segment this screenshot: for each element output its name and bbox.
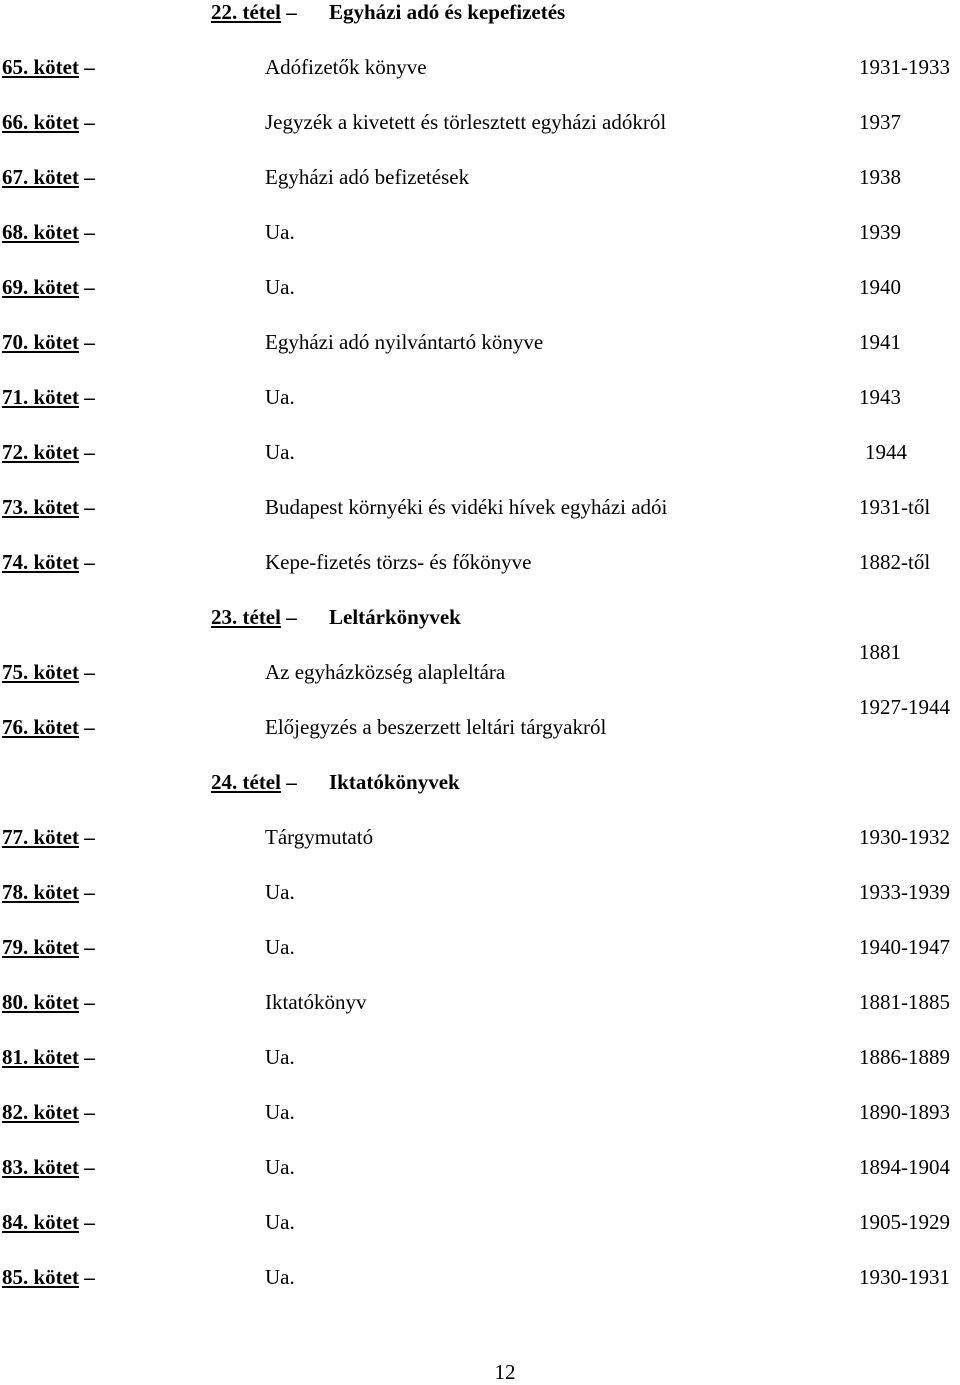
volume-title: Tárgymutató bbox=[265, 825, 374, 849]
volume-number: 74. kötet – bbox=[2, 550, 95, 574]
section-heading-23 bbox=[0, 607, 960, 637]
volume-number: 65. kötet – bbox=[2, 55, 95, 79]
list-item bbox=[0, 827, 960, 857]
volume-date: 1881-1885 bbox=[859, 990, 950, 1014]
list-item bbox=[0, 695, 960, 747]
volume-date: 1894-1904 bbox=[859, 1155, 950, 1179]
section-title: Iktatókönyvek bbox=[329, 770, 460, 794]
volume-date: 1944 bbox=[865, 440, 907, 464]
volume-title: Ua. bbox=[265, 385, 295, 409]
list-item bbox=[0, 332, 960, 362]
volume-date: 1939 bbox=[859, 220, 901, 244]
volume-number: 77. kötet – bbox=[2, 825, 95, 849]
volume-number: 79. kötet – bbox=[2, 935, 95, 959]
volume-date: 1940 bbox=[859, 275, 901, 299]
list-item bbox=[0, 1212, 960, 1242]
list-item bbox=[0, 1267, 960, 1297]
list-item bbox=[0, 442, 960, 472]
volume-title: Előjegyzés a beszerzett leltári tárgyakról bbox=[265, 715, 607, 739]
volume-title: Ua. bbox=[265, 440, 295, 464]
volume-date: 1933-1939 bbox=[859, 880, 950, 904]
volume-number: 81. kötet – bbox=[2, 1045, 95, 1069]
volume-number: 85. kötet – bbox=[2, 1265, 95, 1289]
list-item bbox=[0, 112, 960, 142]
volume-number: 71. kötet – bbox=[2, 385, 95, 409]
volume-date: 1943 bbox=[859, 385, 901, 409]
volume-title: Ua. bbox=[265, 1265, 295, 1289]
volume-date: 1941 bbox=[859, 330, 901, 354]
list-item bbox=[0, 1102, 960, 1132]
section-number: 24. tétel – bbox=[211, 770, 297, 794]
list-item bbox=[0, 57, 960, 87]
volume-number: 66. kötet – bbox=[2, 110, 95, 134]
list-item bbox=[0, 222, 960, 252]
volume-title: Egyházi adó befizetések bbox=[265, 165, 470, 189]
page-number: 12 bbox=[494, 1360, 516, 1384]
volume-number: 72. kötet – bbox=[2, 440, 95, 464]
volume-number: 68. kötet – bbox=[2, 220, 95, 244]
volume-date: 1930-1931 bbox=[859, 1265, 950, 1289]
list-item bbox=[0, 387, 960, 417]
section-heading-24 bbox=[0, 772, 960, 802]
list-item bbox=[0, 552, 960, 582]
volume-number: 82. kötet – bbox=[2, 1100, 95, 1124]
volume-title: Adófizetők könyve bbox=[265, 55, 427, 79]
volume-number: 75. kötet – bbox=[2, 660, 95, 684]
volume-title: Ua. bbox=[265, 880, 295, 904]
volume-date: 1890-1893 bbox=[859, 1100, 950, 1124]
list-item bbox=[0, 1157, 960, 1187]
volume-date: 1931-től bbox=[859, 495, 931, 519]
list-item bbox=[0, 167, 960, 197]
volume-title: Kepe-fizetés törzs- és főkönyve bbox=[265, 550, 532, 574]
volume-number: 69. kötet – bbox=[2, 275, 95, 299]
volume-number: 83. kötet – bbox=[2, 1155, 95, 1179]
volume-date: 1881 bbox=[859, 640, 901, 664]
volume-title: Ua. bbox=[265, 275, 295, 299]
volume-title: Egyházi adó nyilvántartó könyve bbox=[265, 330, 544, 354]
volume-date: 1882-től bbox=[859, 550, 931, 574]
volume-title: Jegyzék a kivetett és törlesztett egyházi adókról bbox=[265, 110, 667, 134]
volume-number: 76. kötet – bbox=[2, 715, 95, 739]
list-item bbox=[0, 992, 960, 1022]
volume-number: 80. kötet – bbox=[2, 990, 95, 1014]
list-item bbox=[0, 1047, 960, 1077]
volume-title: Ua. bbox=[265, 1155, 295, 1179]
volume-title: Ua. bbox=[265, 1045, 295, 1069]
list-item bbox=[0, 640, 960, 692]
volume-number: 78. kötet – bbox=[2, 880, 95, 904]
section-title: Egyházi adó és kepefizetés bbox=[329, 0, 566, 24]
volume-date: 1931-1933 bbox=[859, 55, 950, 79]
volume-title: Ua. bbox=[265, 935, 295, 959]
list-item bbox=[0, 937, 960, 967]
volume-date: 1937 bbox=[859, 110, 901, 134]
volume-number: 73. kötet – bbox=[2, 495, 95, 519]
volume-date: 1927-1944 bbox=[859, 695, 950, 719]
list-item bbox=[0, 497, 960, 527]
section-heading-22 bbox=[0, 2, 960, 32]
section-title: Leltárkönyvek bbox=[329, 605, 461, 629]
list-item bbox=[0, 277, 960, 307]
volume-title: Iktatókönyv bbox=[265, 990, 367, 1014]
volume-title: Az egyházközség alapleltára bbox=[265, 660, 506, 684]
volume-date: 1886-1889 bbox=[859, 1045, 950, 1069]
volume-date: 1930-1932 bbox=[859, 825, 950, 849]
volume-date: 1940-1947 bbox=[859, 935, 950, 959]
list-item bbox=[0, 882, 960, 912]
volume-title: Ua. bbox=[265, 1100, 295, 1124]
section-number: 22. tétel – bbox=[211, 0, 297, 24]
volume-number: 70. kötet – bbox=[2, 330, 95, 354]
volume-number: 84. kötet – bbox=[2, 1210, 95, 1234]
section-number: 23. tétel – bbox=[211, 605, 297, 629]
volume-number: 67. kötet – bbox=[2, 165, 95, 189]
volume-title: Ua. bbox=[265, 220, 295, 244]
volume-title: Budapest környéki és vidéki hívek egyházi adói bbox=[265, 495, 668, 519]
volume-date: 1938 bbox=[859, 165, 901, 189]
volume-date: 1905-1929 bbox=[859, 1210, 950, 1234]
volume-title: Ua. bbox=[265, 1210, 295, 1234]
